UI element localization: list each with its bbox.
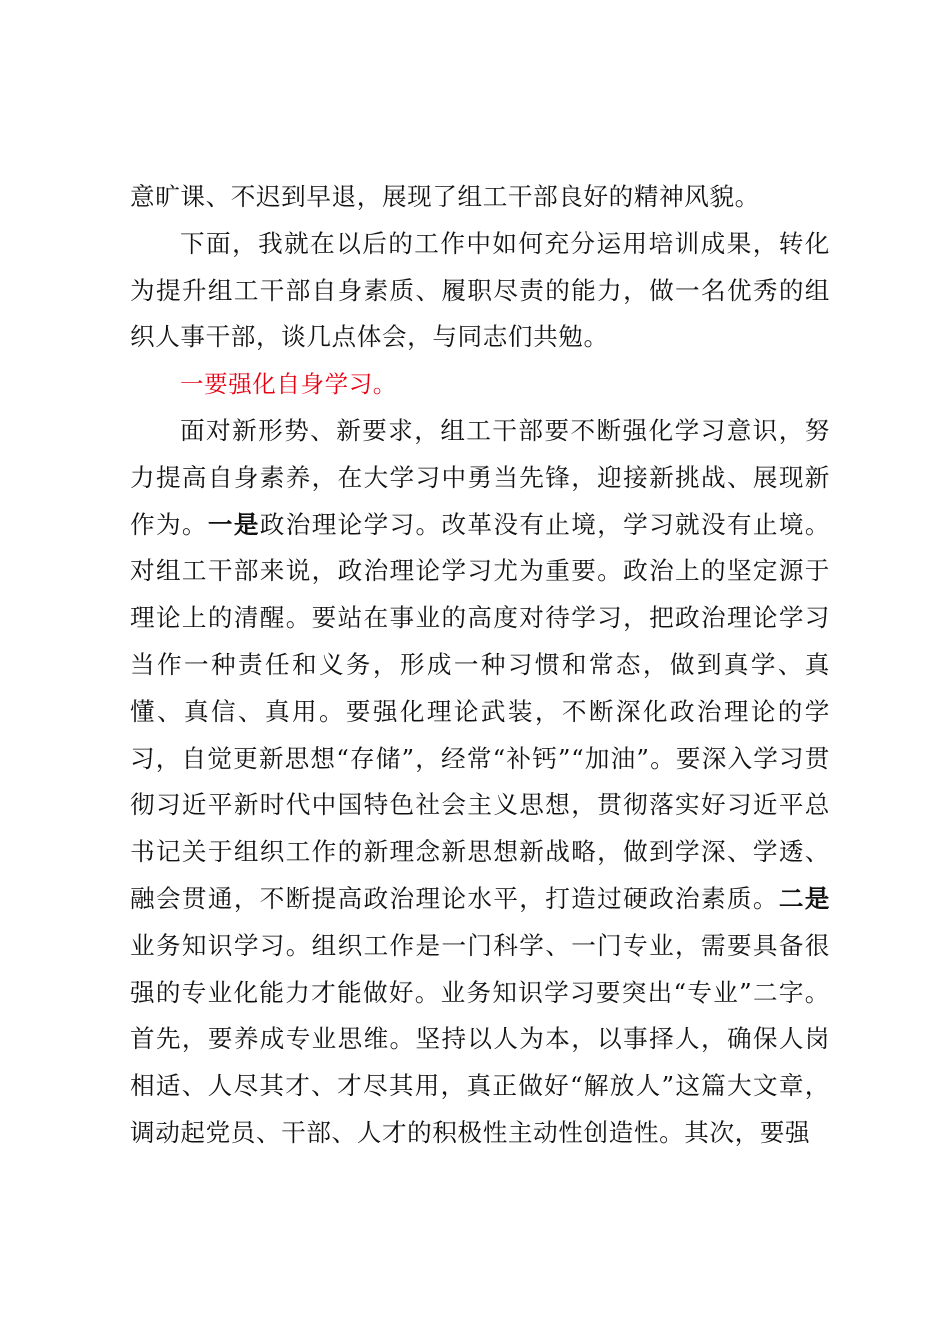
section-heading: 一要强化自身学习。	[180, 370, 397, 399]
bold-label-second: 二是	[778, 883, 830, 913]
paragraph-intro: 下面，我就在以后的工作中如何充分运用培训成果，转化为提升组工干部自身素质、履职尽责的能力，做一名优秀的组织人事干部，谈几点体会，与同志们共勉。	[130, 228, 830, 352]
paragraph-body-text-2: 政治理论学习。改革没有止境，学习就没有止境。对组工干部来说，政治理论学习尤为重要。政治上的坚定源于理论上的清醒。要站在事业的高度对待学习，把政治理论学习当作一种责任和义务，形成一种习惯和常态，做到真学、真懂、真信、真用。要强化理论武装，不断深化政治理论的学习，自觉更新思想“存储”，经常“补钙”“加油”。要深入学习贯彻习近平新时代中国特色社会主义思想，贯彻落实好习近平总书记关于组织工作的新理念新思想新战略，做到学深、学透、融会贯通，不断提高政治理论水平，打造过硬政治素质。	[130, 509, 831, 913]
paragraph-body-text-3: 业务知识学习。组织工作是一门科学、一门专业，需要具备很强的专业化能力才能做好。业务知识学习要突出“专业”二字。首先，要养成专业思维。坚持以人为本，以事择人，确保人岗相适、人尽其才、才尽其用，真正做好“解放人”这篇大文章，调动起党员、干部、人才的积极性主动性创造性。其次，要强	[130, 930, 830, 1147]
document-page	[130, 174, 830, 1157]
paragraph-continuation: 意旷课、不迟到早退，展现了组工干部良好的精神风貌。	[130, 182, 760, 211]
paragraph-body-text-1: 面对新形势、新要求，组工干部要不断强化学习意识，努力提高自身素养，在大学习中勇当先锋，迎接新挑战、展现新作为。	[130, 415, 830, 539]
paragraph-body	[130, 408, 830, 1157]
bold-label-first: 一是	[207, 509, 260, 539]
